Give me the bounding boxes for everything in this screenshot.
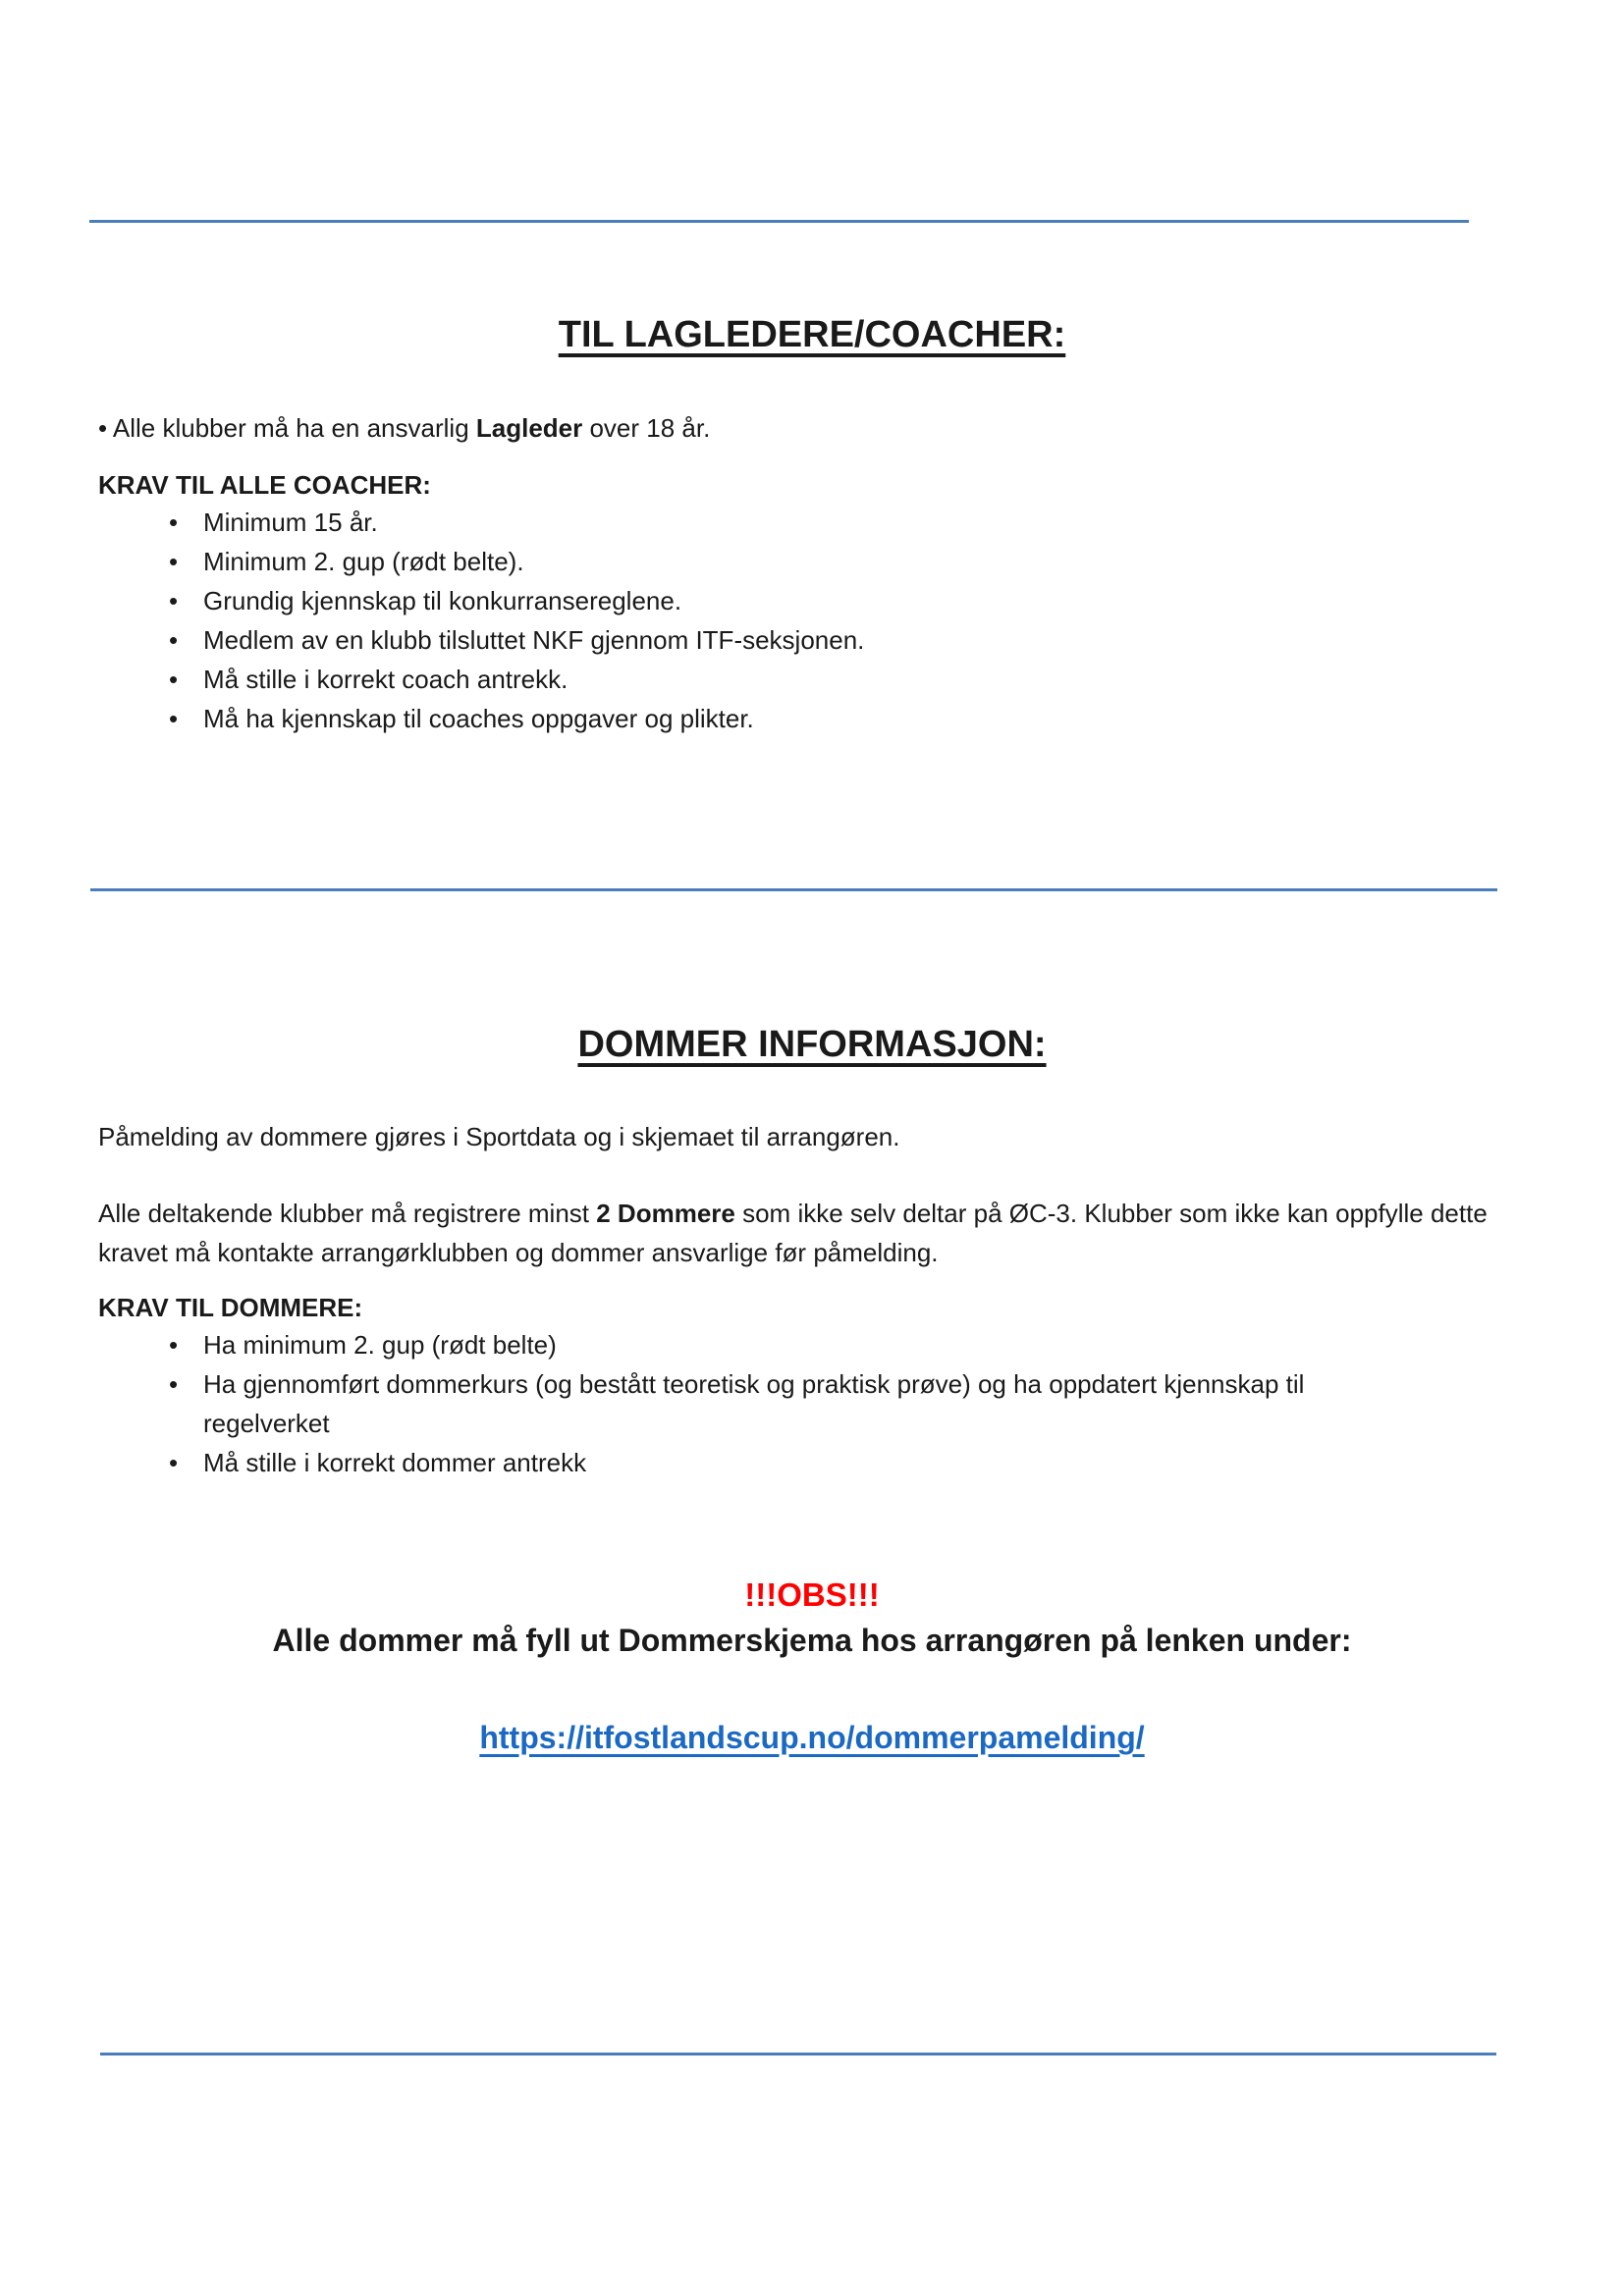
section-divider-middle (90, 888, 1497, 891)
judges-section-title: DOMMER INFORMASJON: (577, 1024, 1047, 1066)
bullet-icon: • (169, 507, 179, 537)
judges-clubs-text: Alle deltakende klubber må registrere minst (98, 1199, 597, 1228)
list-item (167, 503, 864, 542)
judges-clubs-paragraph (98, 1194, 1496, 1272)
list-item (167, 1443, 1335, 1482)
list-item (167, 699, 864, 738)
judges-registration-paragraph: Påmelding av dommere gjøres i Sportdata og i skjemaet til arrangøren. (98, 1122, 900, 1151)
list-item-text: Medlem av en klubb tilsluttet NKF gjennom ITF-seksjonen. (203, 625, 865, 655)
list-item-text: Grundig kjennskap til konkurransereglene. (203, 586, 682, 615)
coaches-intro-line (98, 408, 1506, 448)
coaches-requirements-heading: KRAV TIL ALLE COACHER: (98, 470, 431, 500)
section-divider-bottom (100, 2053, 1496, 2056)
obs-warning-note: Alle dommer må fyll ut Dommerskjema hos arrangøren på lenken under: (272, 1623, 1352, 1658)
bullet-icon: • (169, 1448, 179, 1477)
judges-clubs-bold-term: 2 Dommere (596, 1199, 735, 1228)
list-item (167, 581, 864, 620)
list-item (167, 660, 864, 699)
coaches-intro-text-end: over 18 år. (582, 413, 711, 443)
list-item-text: Må stille i korrekt coach antrekk. (203, 665, 568, 694)
list-item (167, 542, 864, 581)
bullet-icon: • (169, 704, 179, 733)
dommer-registration-link[interactable]: https://itfostlandscup.no/dommerpamelding/ (479, 1720, 1145, 1755)
link-row (0, 1716, 1624, 1759)
list-item (167, 1325, 1335, 1364)
list-item (167, 620, 864, 660)
coaches-section-title: TIL LAGLEDERE/COACHER: (558, 314, 1066, 356)
judges-requirements-list (167, 1325, 1335, 1482)
bullet-icon: • (169, 665, 179, 694)
coaches-requirements-list (167, 503, 864, 738)
judges-clubs-text-end: som ikke selv deltar på ØC-3. Klubber som ikke kan oppfylle dette kravet må kontakte arrangørklubben og dommer ansvarlige før påmelding. (98, 1199, 1488, 1267)
list-item-text: Minimum 15 år. (203, 507, 378, 537)
list-item-text: Minimum 2. gup (rødt belte). (203, 547, 524, 576)
obs-warning: !!!OBS!!! (744, 1576, 880, 1613)
judges-requirements-heading: KRAV TIL DOMMERE: (98, 1293, 363, 1322)
bullet-icon: • (169, 1369, 179, 1399)
bullet-icon: • (169, 547, 179, 576)
list-item-text: Ha minimum 2. gup (rødt belte) (203, 1330, 557, 1360)
list-item-text: Må stille i korrekt dommer antrekk (203, 1448, 587, 1477)
coaches-intro-bold-term: Lagleder (475, 413, 583, 443)
list-item-text: Ha gjennomført dommerkurs (og bestått teoretisk og praktisk prøve) og ha oppdatert kjennskap til regelverket (203, 1369, 1305, 1438)
section-divider-top (89, 220, 1469, 223)
bullet-icon: • (169, 586, 179, 615)
bullet-icon: • (169, 625, 179, 655)
list-item (167, 1364, 1335, 1443)
coaches-intro-text: • Alle klubber må ha en ansvarlig (98, 413, 476, 443)
bullet-icon: • (169, 1330, 179, 1360)
list-item-text: Må ha kjennskap til coaches oppgaver og plikter. (203, 704, 754, 733)
